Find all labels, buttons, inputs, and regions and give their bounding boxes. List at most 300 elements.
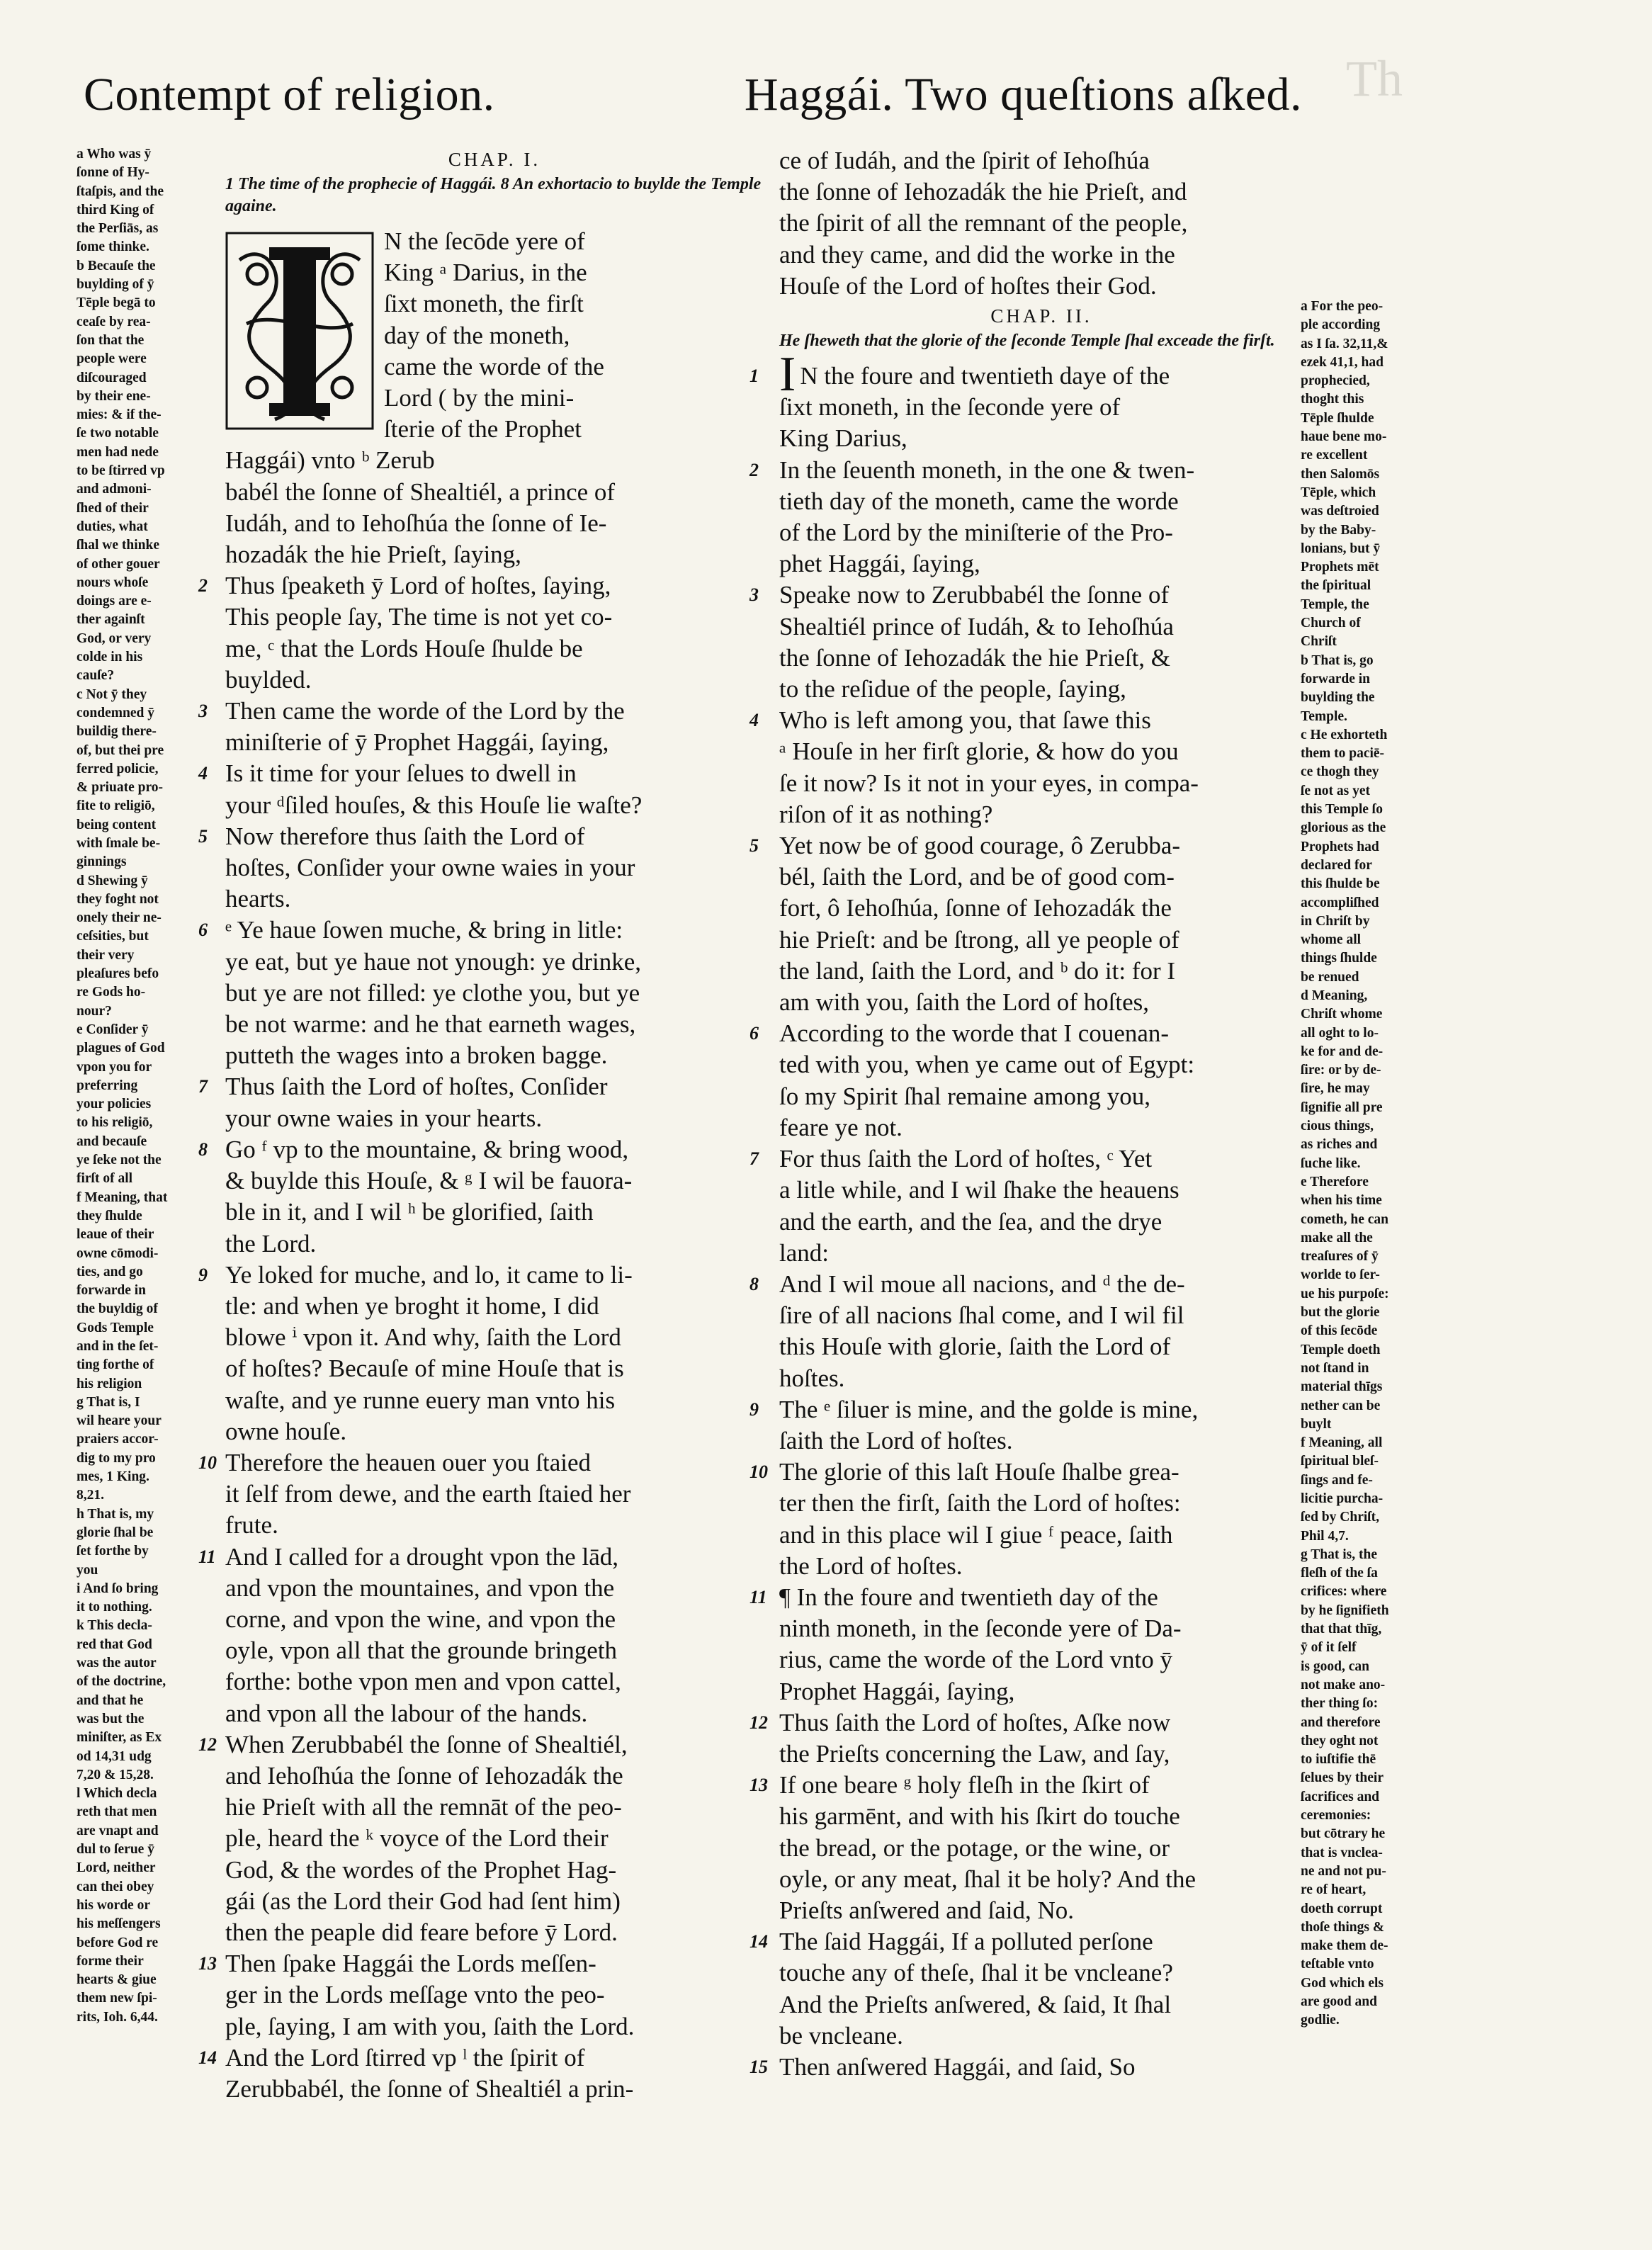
text-line xyxy=(198,1134,764,1165)
line-text: waſte, and ye runne euery man vnto his xyxy=(225,1386,616,1414)
text-line xyxy=(225,1291,764,1322)
text-line xyxy=(198,1260,764,1291)
text-line xyxy=(749,1926,1303,1957)
line-text: and in this place wil I giue ᶠ peace, ſaith xyxy=(779,1520,1173,1549)
header-right: Haggái. Two queſtions aſked. xyxy=(744,69,1302,120)
text-line xyxy=(225,1886,764,1917)
text-line xyxy=(749,705,1303,736)
text-line xyxy=(225,2011,764,2042)
line-text: touche any of theſe, ſhal it be vncleane? xyxy=(779,1959,1173,1987)
text-line xyxy=(749,830,1303,861)
text-line xyxy=(225,414,764,445)
line-text: Then ſpake Haggái the Lords meſſen- xyxy=(225,1950,596,1978)
text-line xyxy=(225,1197,764,1228)
text-line xyxy=(779,1895,1303,1926)
text-line xyxy=(779,239,1303,271)
text-line xyxy=(225,665,764,696)
line-text: Yet now be of good courage, ô Zerubba- xyxy=(779,832,1181,860)
line-text: ple, heard the ᵏ voyce of the Lord their xyxy=(225,1824,609,1853)
line-text: ᵉ Ye haue ſowen muche, & bring in litle: xyxy=(225,916,623,944)
line-text: phet Haggái, ſaying, xyxy=(779,550,980,578)
text-line xyxy=(779,1049,1303,1080)
line-text: babél the ſonne of Shealtiél, a prince of xyxy=(225,477,616,506)
text-line xyxy=(779,1331,1303,1362)
line-text: ſterie of the Prophet xyxy=(384,415,582,443)
line-text: hozadák the hie Prieſt, ſaying, xyxy=(225,541,521,569)
line-text: Then came the worde of the Lord by the xyxy=(225,697,625,725)
line-text: this Houſe with glorie, ſaith the Lord of xyxy=(779,1333,1171,1361)
line-text: miniſterie of ȳ Prophet Haggái, ſaying, xyxy=(225,728,609,757)
line-text: Thus ſpeaketh ȳ Lord of hoſtes, ſaying, xyxy=(225,572,611,600)
verse-number: 2 xyxy=(749,459,759,480)
text-line xyxy=(225,1322,764,1353)
text-line xyxy=(225,383,764,414)
margin-note: g That is, I wil heare your praiers accor- dig to my pro mes, 1 King. 8,21. xyxy=(77,1394,162,1503)
verse-number: 12 xyxy=(749,1712,768,1733)
verse-number: 4 xyxy=(198,763,208,784)
verse-number: 5 xyxy=(749,835,759,857)
verse-number: 8 xyxy=(749,1273,759,1294)
text-line xyxy=(225,1760,764,1792)
text-line xyxy=(779,1206,1303,1238)
margin-note: i And ſo bring it to nothing. xyxy=(77,1581,159,1615)
text-line xyxy=(225,2074,764,2105)
line-text: the land, ſaith the Lord, and ᵇ do it: for I xyxy=(779,956,1176,985)
line-text: hie Prieſt: and be ſtrong, all ye people of xyxy=(779,925,1179,954)
text-line xyxy=(225,226,764,257)
text-line xyxy=(779,2020,1303,2052)
text-line xyxy=(779,271,1303,302)
text-line xyxy=(779,768,1303,799)
text-line xyxy=(225,1416,764,1447)
text-line xyxy=(225,1855,764,1886)
line-text: The ᵉ ſiluer is mine, and the golde is mine, xyxy=(779,1395,1199,1423)
line-text: forthe: bothe vpon men and vpon cattel, xyxy=(225,1668,621,1696)
line-text: fort, ô Iehoſhúa, ſonne of Iehozadák the xyxy=(779,894,1172,922)
left-column-text xyxy=(198,226,764,2105)
text-line xyxy=(225,790,764,821)
line-text: And I wil moue all nacions, and ᵈ the de- xyxy=(779,1270,1185,1298)
margin-note: f Meaning, all ſpiritual bleſ- ſings and fe- licitie purcha- ſed by Chriſt, Phil 4,7. xyxy=(1301,1435,1384,1544)
margin-note: c He exhorteth them to paciē- ce thogh they ſe not as yet this Temple ſo glorious as the Prophets had declared for this ſhulde be accompliſhed in Chriſt by whome all things ſhulde be renued xyxy=(1301,727,1388,985)
verse-number: 9 xyxy=(749,1398,759,1420)
text-line xyxy=(779,674,1303,705)
text-line xyxy=(779,1957,1303,1989)
chapter-heading-1: CHAP. I. xyxy=(448,149,541,170)
line-text: putteth the wages into a broken bagge. xyxy=(225,1041,608,1070)
line-text: In the ſeuenth moneth, in the one & twen- xyxy=(779,456,1195,484)
verse-number: 3 xyxy=(749,584,759,606)
line-text: ſixt moneth, the firſt xyxy=(384,290,584,318)
text-line xyxy=(779,1551,1303,1582)
line-text: ¶ In the foure and twentieth day of the xyxy=(779,1583,1158,1611)
line-text: oyle, vpon all that the grounde bringeth xyxy=(225,1636,618,1665)
line-text: N the ſecōde yere of xyxy=(384,227,585,255)
line-text: ninth moneth, in the ſeconde yere of Da- xyxy=(779,1615,1182,1643)
line-text: ye eat, but ye haue not ynough: ye drinke, xyxy=(225,947,642,976)
line-text: and the earth, and the ſea, and the drye xyxy=(779,1207,1162,1236)
line-text: Go ᶠ vp to the mountaine, & bring wood, xyxy=(225,1135,629,1163)
text-line xyxy=(779,176,1303,208)
text-line xyxy=(225,1698,764,1729)
line-text: ſaith the Lord of hoſtes. xyxy=(779,1426,1013,1454)
text-line xyxy=(225,477,764,508)
text-line xyxy=(225,445,764,476)
line-text: The glorie of this laſt Houſe ſhalbe grea- xyxy=(779,1458,1179,1486)
line-text: day of the moneth, xyxy=(384,321,570,349)
margin-note: b That is, go forwarde in buylding the Temple. xyxy=(1301,652,1375,724)
text-line xyxy=(225,601,764,633)
text-line xyxy=(779,1864,1303,1895)
line-text: King ᵃ Darius, in the xyxy=(384,259,587,287)
text-line xyxy=(779,1300,1303,1331)
line-text: and Iehoſhúa the ſonne of Iehozadák the xyxy=(225,1761,623,1790)
text-line xyxy=(749,1143,1303,1175)
verse-number: 2 xyxy=(198,575,208,597)
text-line xyxy=(225,883,764,915)
line-text: Haggái) vnto ᵇ Zerub xyxy=(225,446,435,475)
line-text: Houſe of the Lord of hoſtes their God. xyxy=(779,271,1157,300)
text-line xyxy=(198,696,764,727)
header-left: Contempt of religion. xyxy=(84,69,495,120)
line-text: ter then the firſt, ſaith the Lord of hoſtes: xyxy=(779,1489,1181,1517)
text-line xyxy=(779,1175,1303,1206)
text-line xyxy=(779,392,1303,423)
chapter-heading-2: CHAP. II. xyxy=(990,305,1092,327)
line-text: ted with you, when ye came out of Egypt: xyxy=(779,1051,1195,1079)
line-text: If one beare ᵍ holy fleſh in the ſkirt of xyxy=(779,1771,1150,1799)
line-text: oyle, or any meat, ſhal it be holy? And the xyxy=(779,1865,1196,1893)
text-line xyxy=(225,727,764,758)
text-line xyxy=(779,1833,1303,1864)
margin-note: d Meaning, Chriſt whome all oght to lo- ke for and de- ſire: or by de- ſire, he may ſignifie all pre cious things, as riches and ſuche like. xyxy=(1301,988,1384,1171)
text-line xyxy=(779,423,1303,454)
text-line xyxy=(225,351,764,383)
initial-letter: I xyxy=(779,347,796,402)
text-line xyxy=(225,288,764,320)
verse-number: 12 xyxy=(198,1734,217,1755)
line-text: frute. xyxy=(225,1511,278,1539)
line-text: it ſelf from dewe, and the earth ſtaied her xyxy=(225,1480,631,1508)
margin-note: d Shewing ȳ they foght not onely their ne- ceſsities, but their very pleaſures befo re Gods ho- nour? xyxy=(77,873,162,1019)
text-line xyxy=(749,1457,1303,1488)
text-line xyxy=(225,1353,764,1384)
right-column xyxy=(749,145,1303,2083)
text-line xyxy=(225,633,764,665)
line-text: Lord ( by the mini- xyxy=(384,384,575,412)
verse-number: 14 xyxy=(749,1931,768,1952)
line-text: God, & the wordes of the Prophet Hag- xyxy=(225,1855,617,1884)
text-line xyxy=(779,145,1303,176)
line-text: When Zerubbabél the ſonne of Shealtiél, xyxy=(225,1730,628,1758)
text-line xyxy=(198,1729,764,1760)
line-text: and vpon the mountaines, and vpon the xyxy=(225,1573,615,1602)
margin-note: g That is, the fleſh of the ſa crifices: where by he ſignifieth that that thīg, ȳ of it ſelf is good, can not make ano- ther thing ſo: and therefore they oght not to iuſtifie thē ſelues by their ſacrifices and ceremonies: but cōtrary he that is vnclea- ne and not pu- re of heart, doeth corrupt thoſe things & make them de- teſtable vnto God which els are good and godlie. xyxy=(1301,1547,1389,2028)
text-line xyxy=(779,925,1303,956)
text-line xyxy=(225,1573,764,1604)
text-line xyxy=(198,1542,764,1573)
line-text: Iudáh, and to Iehoſhúa the ſonne of Ie- xyxy=(225,509,607,537)
text-line xyxy=(749,2052,1303,2083)
line-text: blowe ⁱ vpon it. And why, ſaith the Lord xyxy=(225,1323,621,1352)
verse-number: 5 xyxy=(198,825,208,847)
text-line xyxy=(779,1425,1303,1457)
verse-number: 7 xyxy=(198,1076,208,1097)
text-line xyxy=(779,736,1303,767)
text-line xyxy=(779,1081,1303,1112)
right-margin-notes xyxy=(1301,298,1435,2030)
text-line xyxy=(225,1009,764,1040)
line-text: the Prieſts concerning the Law, and ſay, xyxy=(779,1739,1170,1768)
line-text: but ye are not filled: ye clothe you, but ye xyxy=(225,978,640,1007)
margin-note: e Conſider ȳ plagues of God vpon you for preferring your policies to his religiō, and becauſe ye ſeke not the firſt of all xyxy=(77,1022,165,1187)
text-line xyxy=(198,2042,764,2074)
line-text: ſo my Spirit ſhal remaine among you, xyxy=(779,1082,1150,1110)
text-line xyxy=(225,320,764,351)
text-line xyxy=(779,1238,1303,1269)
verse-number: 13 xyxy=(749,1775,768,1796)
line-text: & buylde this Houſe, & ᵍ I wil be fauora- xyxy=(225,1167,633,1195)
text-line xyxy=(225,1604,764,1635)
line-text: For thus ſaith the Lord of hoſtes, ᶜ Yet xyxy=(779,1145,1153,1173)
text-line xyxy=(225,1666,764,1697)
text-line xyxy=(225,1792,764,1823)
line-text: feare ye not. xyxy=(779,1113,903,1141)
chapter-summary-1 xyxy=(225,174,764,217)
text-line xyxy=(749,455,1303,486)
line-text: the Lord. xyxy=(225,1229,317,1257)
text-line xyxy=(198,915,764,946)
line-text: According to the worde that I couenan- xyxy=(779,1019,1170,1048)
line-text: the ſonne of Iehozadák the hie Prieſt, and xyxy=(779,178,1187,206)
line-text: your ᵈſiled houſes, & this Houſe lie waſte? xyxy=(225,791,643,819)
text-line xyxy=(749,347,1303,402)
text-line xyxy=(225,1103,764,1134)
text-line xyxy=(779,1363,1303,1394)
line-text: bél, ſaith the Lord, and be of good com- xyxy=(779,863,1175,891)
line-text: ple, ſaying, I am with you, ſaith the Lord. xyxy=(225,2012,635,2040)
text-line xyxy=(198,1948,764,1979)
line-text: came the worde of the xyxy=(384,352,604,380)
line-text: Thus ſaith the Lord of hoſtes, Conſider xyxy=(225,1073,608,1101)
text-line xyxy=(225,508,764,539)
text-line xyxy=(779,208,1303,239)
text-line xyxy=(749,1394,1303,1425)
text-line xyxy=(779,643,1303,674)
line-text: to the reſidue of the people, ſaying, xyxy=(779,675,1126,703)
left-column xyxy=(198,145,764,2105)
line-text: Zerubbabél, the ſonne of Shealtiél a prin- xyxy=(225,2074,634,2103)
text-line xyxy=(779,1112,1303,1143)
line-text: of hoſtes? Becauſe of mine Houſe that is xyxy=(225,1355,624,1383)
text-line xyxy=(779,1613,1303,1644)
text-line xyxy=(779,486,1303,517)
line-text: Thus ſaith the Lord of hoſtes, Aſke now xyxy=(779,1708,1171,1736)
margin-note: e Therefore when his time cometh, he can make all the treaſures of ȳ worlde to ſer- ue his purpoſe: but the glorie of this ſecōde Temple doeth not ſtand in material thīgs nether can be buylt xyxy=(1301,1174,1389,1432)
text-line xyxy=(225,1385,764,1416)
text-line xyxy=(779,548,1303,580)
line-text: ble in it, and I wil ʰ be glorified, ſaith xyxy=(225,1198,594,1226)
line-text: gái (as the Lord their God had ſent him) xyxy=(225,1887,621,1915)
text-line xyxy=(749,580,1303,611)
line-text: And the Prieſts anſwered, & ſaid, It ſhal xyxy=(779,1990,1172,2018)
verse-number: 3 xyxy=(198,701,208,722)
right-column-text xyxy=(749,347,1303,2083)
text-line xyxy=(749,1269,1303,1300)
line-text: owne houſe. xyxy=(225,1417,347,1445)
line-text: hie Prieſt with all the remnāt of the peo- xyxy=(225,1793,622,1821)
margin-note: l Which decla reth that men are vnapt and dul to ſerue ȳ Lord, neither can thei obey his worde or his meſſengers before God re forme their hearts & giue them new ſpi- rits, Ioh. 6,44. xyxy=(77,1786,161,2025)
text-line xyxy=(779,893,1303,924)
text-line xyxy=(749,1707,1303,1739)
line-text: N the foure and twentieth daye of the xyxy=(800,362,1170,390)
line-text: ſire of all nacions ſhal come, and I wil fil xyxy=(779,1301,1184,1330)
bleed-through-text: Th xyxy=(1346,50,1403,107)
text-line xyxy=(779,611,1303,643)
text-line xyxy=(779,1520,1303,1551)
line-text: Ye loked for muche, and lo, it came to li- xyxy=(225,1260,633,1289)
line-text: tieth day of the moneth, came the worde xyxy=(779,487,1179,515)
text-line xyxy=(198,1071,764,1102)
line-text: Who is left among you, that ſawe this xyxy=(779,706,1151,735)
text-line xyxy=(198,821,764,852)
line-text: hoſtes, Conſider your owne waies in your xyxy=(225,854,635,882)
line-text: the ſpirit of all the remnant of the people, xyxy=(779,209,1188,237)
verse-number: 11 xyxy=(198,1546,216,1567)
verse-number: 10 xyxy=(749,1462,768,1483)
line-text: ger in the Lords meſſage vnto the peo- xyxy=(225,1981,605,2009)
verse-number: 1 xyxy=(749,366,759,387)
text-line xyxy=(225,852,764,883)
line-text: riſon of it as nothing? xyxy=(779,800,993,828)
verse-number: 8 xyxy=(198,1138,208,1160)
verse-number: 11 xyxy=(749,1586,767,1607)
line-text: Speake now to Zerubbabél the ſonne of xyxy=(779,581,1170,609)
line-text: Prieſts anſwered and ſaid, No. xyxy=(779,1896,1075,1924)
line-text: Is it time for your ſelues to dwell in xyxy=(225,759,577,788)
line-text: hearts. xyxy=(225,885,291,913)
verse-number: 6 xyxy=(749,1023,759,1044)
text-line xyxy=(198,758,764,789)
line-text: the Lord of hoſtes. xyxy=(779,1551,963,1580)
line-text: the bread, or the potage, or the wine, or xyxy=(779,1833,1170,1862)
line-text: Then anſwered Haggái, and ſaid, So xyxy=(779,2052,1136,2081)
verse-number: 15 xyxy=(749,2056,768,2077)
line-text: The ſaid Haggái, If a polluted perſone xyxy=(779,1928,1153,1956)
line-text: ſixt moneth, in the ſeconde yere of xyxy=(779,393,1121,422)
text-line xyxy=(779,1739,1303,1770)
text-line xyxy=(779,1989,1303,2020)
text-line xyxy=(779,987,1303,1018)
margin-note: a Who was ȳ ſonne of Hy- ſtaſpis, and the third King of the Perſiās, as ſome thinke. xyxy=(77,147,164,255)
margin-note: f Meaning, that they ſhulde leaue of their owne cōmodi- ties, and go forwarde in the buyldig of Gods Temple and in the ſet- ting forthe of his religion xyxy=(77,1189,168,1391)
line-text: hoſtes. xyxy=(779,1364,845,1392)
line-text: then the peaple did feare before ȳ Lord. xyxy=(225,1918,618,1946)
verse-number: 9 xyxy=(198,1264,208,1285)
chapter-summary-2: He ſheweth that the glorie of the ſeconde Temple ſhal exceade the firſt. xyxy=(779,332,1275,351)
text-line xyxy=(225,1510,764,1541)
verse-number: 14 xyxy=(198,2047,217,2068)
text-line xyxy=(779,1676,1303,1707)
text-line xyxy=(225,1917,764,1948)
summary-text: The time of the prophecie of Haggái. 8 An exhortacio to buylde the Temple againe. xyxy=(225,175,762,215)
line-text: the ſonne of Iehozadák the hie Prieſt, & xyxy=(779,643,1171,672)
text-line xyxy=(225,539,764,570)
line-text: be vncleane. xyxy=(779,2021,903,2050)
text-line xyxy=(749,1770,1303,1801)
margin-note: k This decla- red that God was the autor of the doctrine, and that he was but the miniſter, as Ex od 14,31 udg 7,20 & 15,28. xyxy=(77,1618,166,1782)
text-line xyxy=(779,1801,1303,1832)
text-line xyxy=(225,1823,764,1854)
line-text: of the Lord by the miniſterie of the Pro- xyxy=(779,519,1173,547)
verse-number: 10 xyxy=(198,1452,217,1473)
summary-verse-ref: 1 xyxy=(225,175,234,193)
line-text: and vpon all the labour of the hands. xyxy=(225,1699,588,1727)
line-text: and they came, and did the worke in the xyxy=(779,240,1175,268)
margin-note: h That is, my glorie ſhal be ſet forthe by you xyxy=(77,1506,154,1578)
text-line xyxy=(225,946,764,978)
verse-number: 7 xyxy=(749,1148,759,1170)
margin-note: b Becauſe the buylding of ȳ Tēple begā to ceaſe by rea- ſon that the people were diſcouraged by their ene- mies: & if the- ſe two notable men had nede to be ſtirred vp and admoni- ſhed of their duties, what ſhal we thinke of other gouer nours whoſe doings are e- ther againſt God, or very colde in his cauſe? xyxy=(77,258,165,684)
text-line xyxy=(225,1040,764,1071)
text-line xyxy=(225,257,764,288)
running-header xyxy=(84,68,1302,132)
line-text: King Darius, xyxy=(779,424,907,453)
text-line xyxy=(779,956,1303,987)
line-text: am with you, ſaith the Lord of hoſtes, xyxy=(779,988,1149,1017)
margin-note: a For the peo- ple according as I ſa. 32,11,& ezek 41,1, had prophecied, thoght this Tēple ſhulde haue bene mo- re excellent then Salomōs Tēple, which was deſtroied by the Baby- lonians, but ȳ Prophets mēt the ſpiritual Temple, the Church of Chriſt xyxy=(1301,299,1388,650)
line-text: rius, came the worde of the Lord vnto ȳ xyxy=(779,1646,1172,1674)
text-line xyxy=(749,1018,1303,1049)
line-text: buylded. xyxy=(225,665,312,694)
line-text: And the Lord ſtirred vp ˡ the ſpirit of xyxy=(225,2043,585,2071)
text-line xyxy=(779,799,1303,830)
line-text: Now therefore thus ſaith the Lord of xyxy=(225,822,585,850)
text-line xyxy=(779,1488,1303,1519)
line-text: ſe it now? Is it not in your eyes, in compa- xyxy=(779,769,1199,797)
text-line xyxy=(779,1644,1303,1675)
text-line xyxy=(779,861,1303,893)
line-text: Therefore the heauen ouer you ſtaied xyxy=(225,1448,591,1476)
verse-number: 4 xyxy=(749,710,759,731)
verse-number: 13 xyxy=(198,1953,217,1974)
line-text: tle: and when ye broght it home, I did xyxy=(225,1291,599,1320)
text-line xyxy=(198,1447,764,1479)
text-line xyxy=(225,978,764,1009)
line-text: And I called for a drought vpon the lād, xyxy=(225,1542,618,1571)
text-line xyxy=(225,1635,764,1666)
line-text: Shealtiél prince of Iudáh, & to Iehoſhúa xyxy=(779,612,1174,640)
text-line xyxy=(198,570,764,601)
line-text: Prophet Haggái, ſaying, xyxy=(779,1677,1015,1705)
line-text: me, ᶜ that the Lords Houſe ſhulde be xyxy=(225,634,583,662)
line-text: a litle while, and I wil ſhake the heauens xyxy=(779,1176,1179,1204)
line-text: land: xyxy=(779,1238,829,1267)
text-line xyxy=(749,1582,1303,1613)
line-text: his garmēnt, and with his ſkirt do touche xyxy=(779,1802,1180,1831)
line-text: your owne waies in your hearts. xyxy=(225,1104,543,1132)
text-line xyxy=(225,1165,764,1197)
line-text: ᵃ Houſe in her firſt glorie, & how do you xyxy=(779,737,1179,766)
text-line xyxy=(779,517,1303,548)
right-column-continuation xyxy=(779,145,1303,302)
text-line xyxy=(225,1979,764,2011)
margin-note: c Not ȳ they condemned ȳ buildig there- of, but thei pre ferred policie, & priuate pro- fite to religiō, being content with ſmale be- ginnings xyxy=(77,686,164,870)
line-text: This people ſay, The time is not yet co- xyxy=(225,603,613,631)
line-text: be not warme: and he that earneth wages, xyxy=(225,1010,636,1039)
text-line xyxy=(225,1479,764,1510)
line-text: corne, and vpon the wine, and vpon the xyxy=(225,1605,616,1633)
